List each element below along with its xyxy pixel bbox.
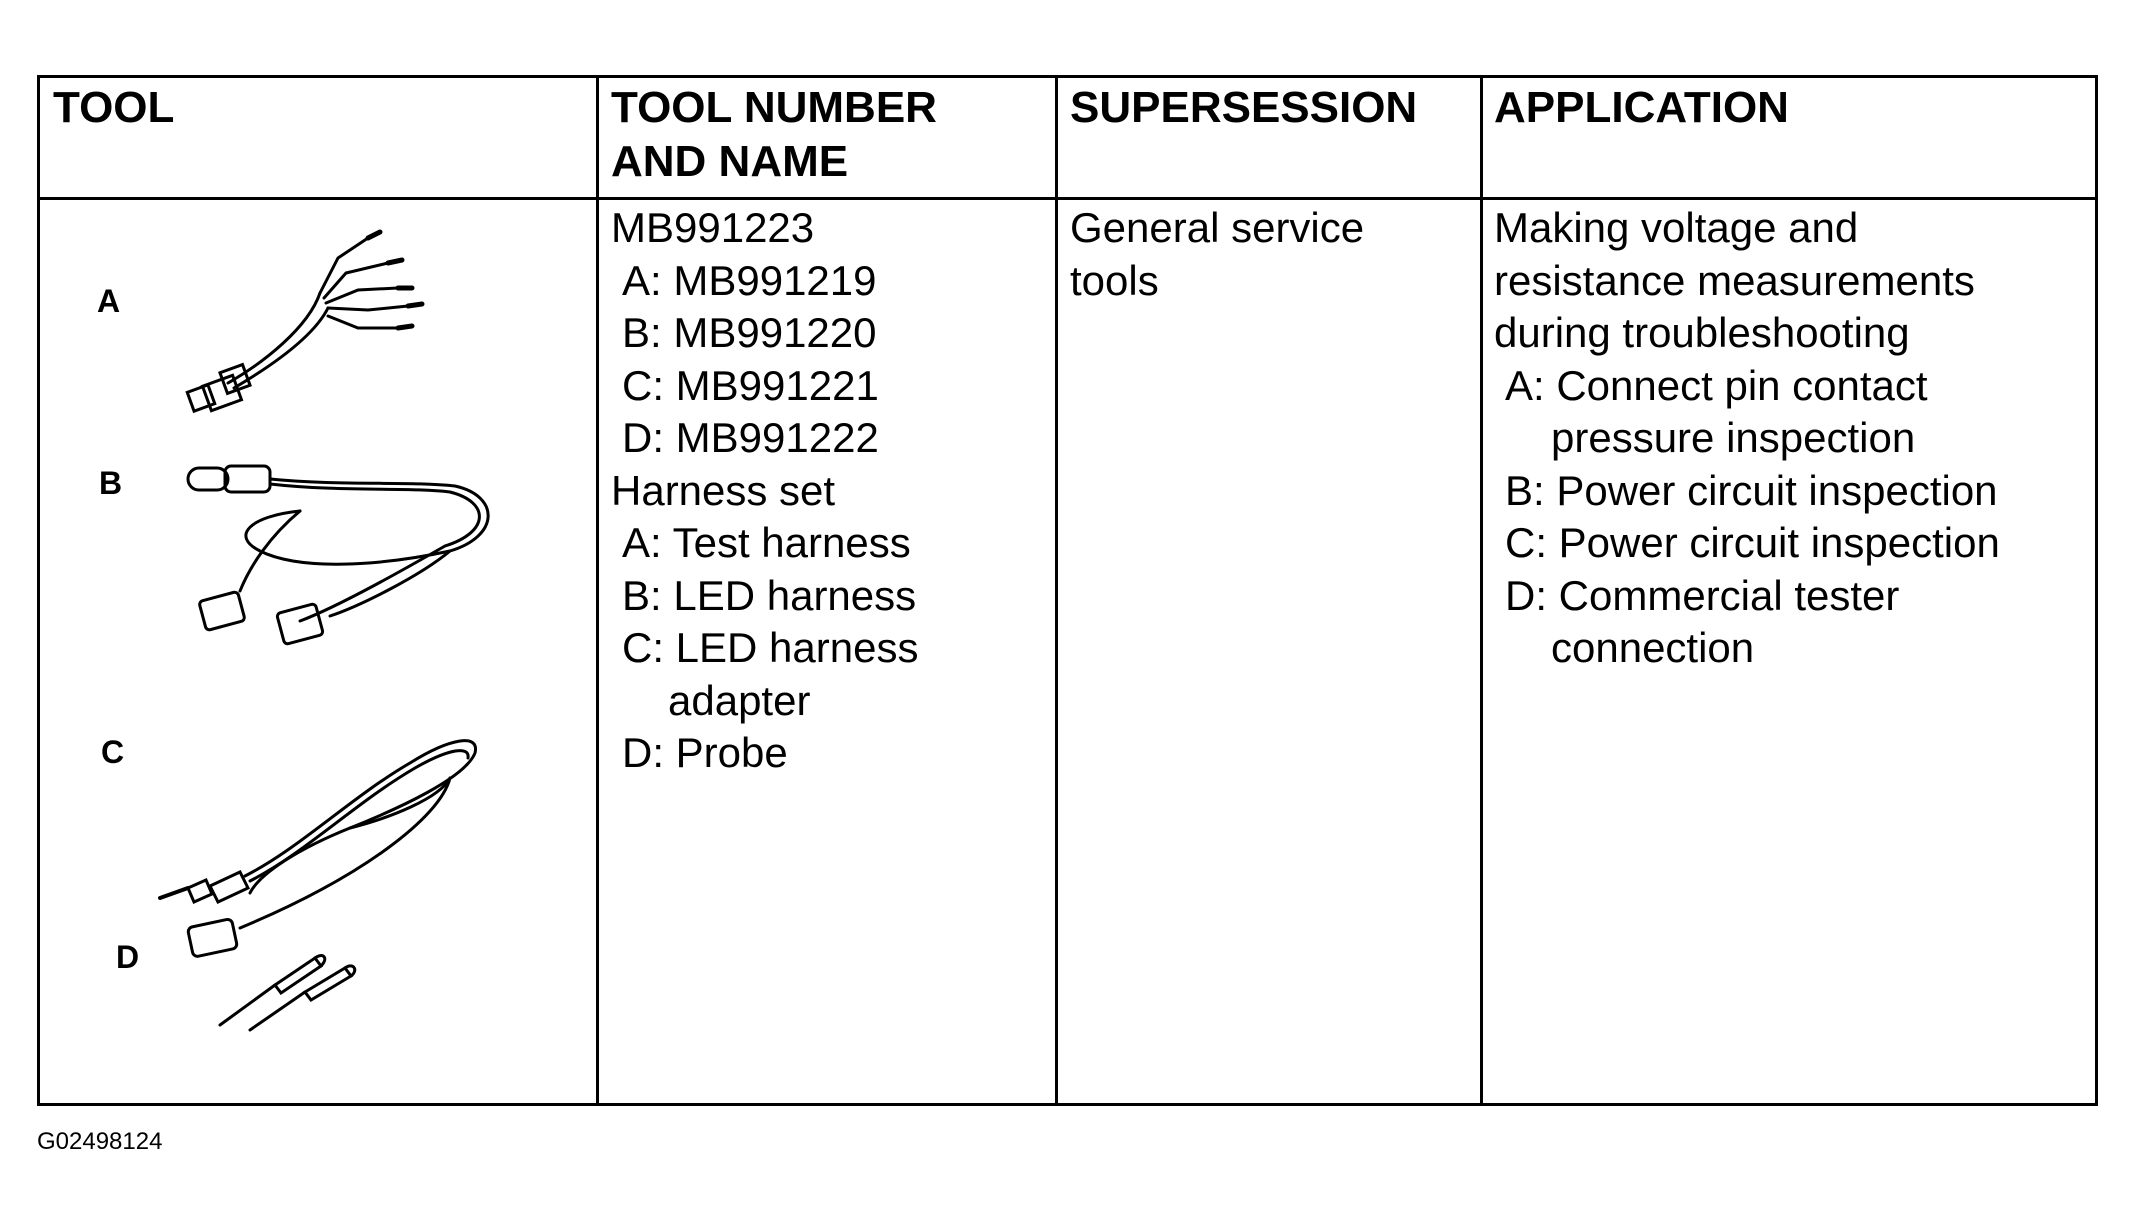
probe-illustration [215, 930, 415, 1040]
led-harness-illustration [180, 456, 510, 646]
application-item-d-cont: connection [1551, 624, 1755, 671]
application-item-a: A: Connect pin contact [1505, 361, 1928, 409]
tool-label-d: D [116, 939, 140, 975]
column-divider [1055, 78, 1058, 1103]
application-item-b: B: Power circuit inspection [1505, 466, 1998, 514]
application-item-c: C: Power circuit inspection [1505, 519, 2000, 566]
tool-name-c: C: LED harness [622, 624, 919, 671]
column-divider [596, 78, 599, 1103]
tool-name: Harness set [611, 466, 836, 514]
tool-label-b: B [99, 465, 123, 501]
application-cell [1494, 202, 2000, 675]
tool-number-main: MB991223 [611, 204, 815, 251]
tool-name-d: D: Probe [622, 729, 788, 776]
header-tool: TOOL [53, 83, 175, 132]
header-tool-number-line2: AND NAME [611, 137, 849, 186]
tool-number-part-b: B: MB991220 [622, 309, 877, 356]
tool-label-a: A [97, 283, 121, 319]
test-harness-illustration [168, 228, 428, 418]
tool-name-b: B: LED harness [622, 571, 917, 619]
tool-number-cell [611, 202, 918, 780]
header-application: APPLICATION [1494, 83, 1789, 132]
special-tools-table [37, 75, 2098, 1106]
application-item-d: D: Commercial tester [1505, 571, 1900, 619]
tool-number-part-c: C: MB991221 [622, 361, 879, 409]
led-harness-adapter-illustration [150, 698, 490, 963]
supersession-cell [1070, 202, 1364, 307]
tool-number-part-d: D: MB991222 [622, 414, 879, 461]
application-intro-1: Making voltage and [1494, 204, 1859, 251]
tool-number-part-a: A: MB991219 [622, 256, 877, 304]
tool-name-c-cont: adapter [668, 676, 811, 724]
header-divider [40, 197, 2095, 200]
figure-code: G02498124 [37, 1128, 163, 1155]
tool-name-a: A: Test harness [622, 519, 911, 566]
header-tool-number-line1: TOOL NUMBER [611, 83, 937, 132]
header-supersession: SUPERSESSION [1070, 83, 1418, 132]
header-tool-number [611, 81, 937, 189]
application-intro-3: during troubleshooting [1494, 309, 1910, 356]
application-item-a-cont: pressure inspection [1551, 414, 1916, 461]
tool-label-c: C [101, 734, 125, 770]
application-intro-2: resistance measurements [1494, 256, 1975, 304]
supersession-line1: General service [1070, 204, 1365, 251]
column-divider [1480, 78, 1483, 1103]
supersession-line2: tools [1070, 256, 1159, 304]
